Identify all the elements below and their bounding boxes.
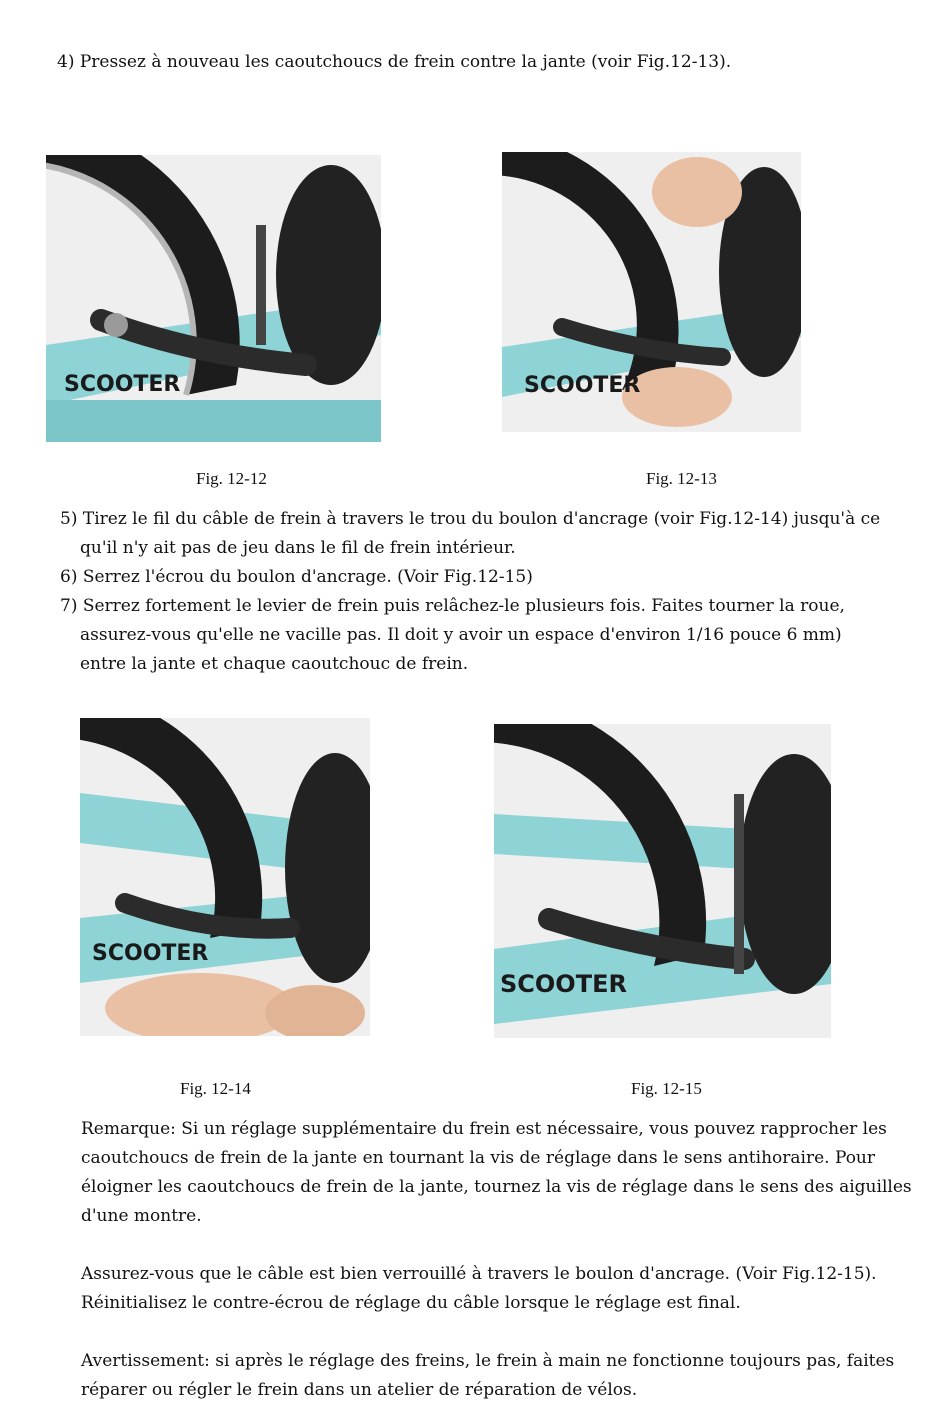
step-5-line-1: 5) Tirez le fil du câble de frein à travers le trou du boulon d'ancrage (voir Fig.12-14) jusqu'à ce (60, 509, 881, 529)
figure-12-13-caption: Fig. 12-13 (646, 469, 717, 488)
remark-line-2: caoutchoucs de frein de la jante en tournant la vis de réglage dans le sens antihoraire. Pour (81, 1148, 876, 1168)
figure-12-15-photo (494, 724, 831, 1038)
warning-line-1: Avertissement: si après le réglage des freins, le frein à main ne fonctionne toujours pas, faites (81, 1351, 895, 1371)
step-5-line-2: qu'il n'y ait pas de jeu dans le fil de frein intérieur. (80, 538, 516, 558)
step-7-line-2: assurez-vous qu'elle ne vacille pas. Il doit y avoir un espace d'environ 1/16 pouce 6 mm) (80, 625, 842, 645)
cable-note-line-1: Assurez-vous que le câble est bien verrouillé à travers le boulon d'ancrage. (Voir Fig.12-15). (81, 1264, 877, 1284)
remark-line-3: éloigner les caoutchoucs de frein de la jante, tournez la vis de réglage dans le sens des aiguilles (81, 1177, 912, 1197)
step-6-text: 6) Serrez l'écrou du boulon d'ancrage. (Voir Fig.12-15) (60, 567, 533, 587)
remark-line-4: d'une montre. (81, 1206, 202, 1226)
step-4-text: 4) Pressez à nouveau les caoutchoucs de frein contre la jante (voir Fig.12-13). (57, 52, 732, 72)
cable-note-line-2: Réinitialisez le contre-écrou de réglage du câble lorsque le réglage est final. (81, 1293, 741, 1313)
warning-line-2: réparer ou régler le frein dans un atelier de réparation de vélos. (81, 1380, 638, 1400)
scooter-decal: SCOOTER (92, 941, 209, 966)
scooter-decal: SCOOTER (64, 372, 181, 397)
figure-12-14-photo (80, 718, 370, 1036)
figure-12-14-caption: Fig. 12-14 (180, 1079, 251, 1098)
remark-line-1: Remarque: Si un réglage supplémentaire du frein est nécessaire, vous pouvez rapprocher les (81, 1119, 887, 1139)
figure-12-12-caption: Fig. 12-12 (196, 469, 267, 488)
figure-12-12-photo (46, 155, 381, 442)
scooter-decal: SCOOTER (500, 970, 627, 998)
figure-12-13-photo (502, 152, 801, 432)
scooter-decal: SCOOTER (524, 373, 641, 398)
step-7-line-1: 7) Serrez fortement le levier de frein puis relâchez-le plusieurs fois. Faites tourner la roue, (60, 596, 845, 616)
step-7-line-3: entre la jante et chaque caoutchouc de frein. (80, 654, 469, 674)
figure-12-15-caption: Fig. 12-15 (631, 1079, 702, 1098)
